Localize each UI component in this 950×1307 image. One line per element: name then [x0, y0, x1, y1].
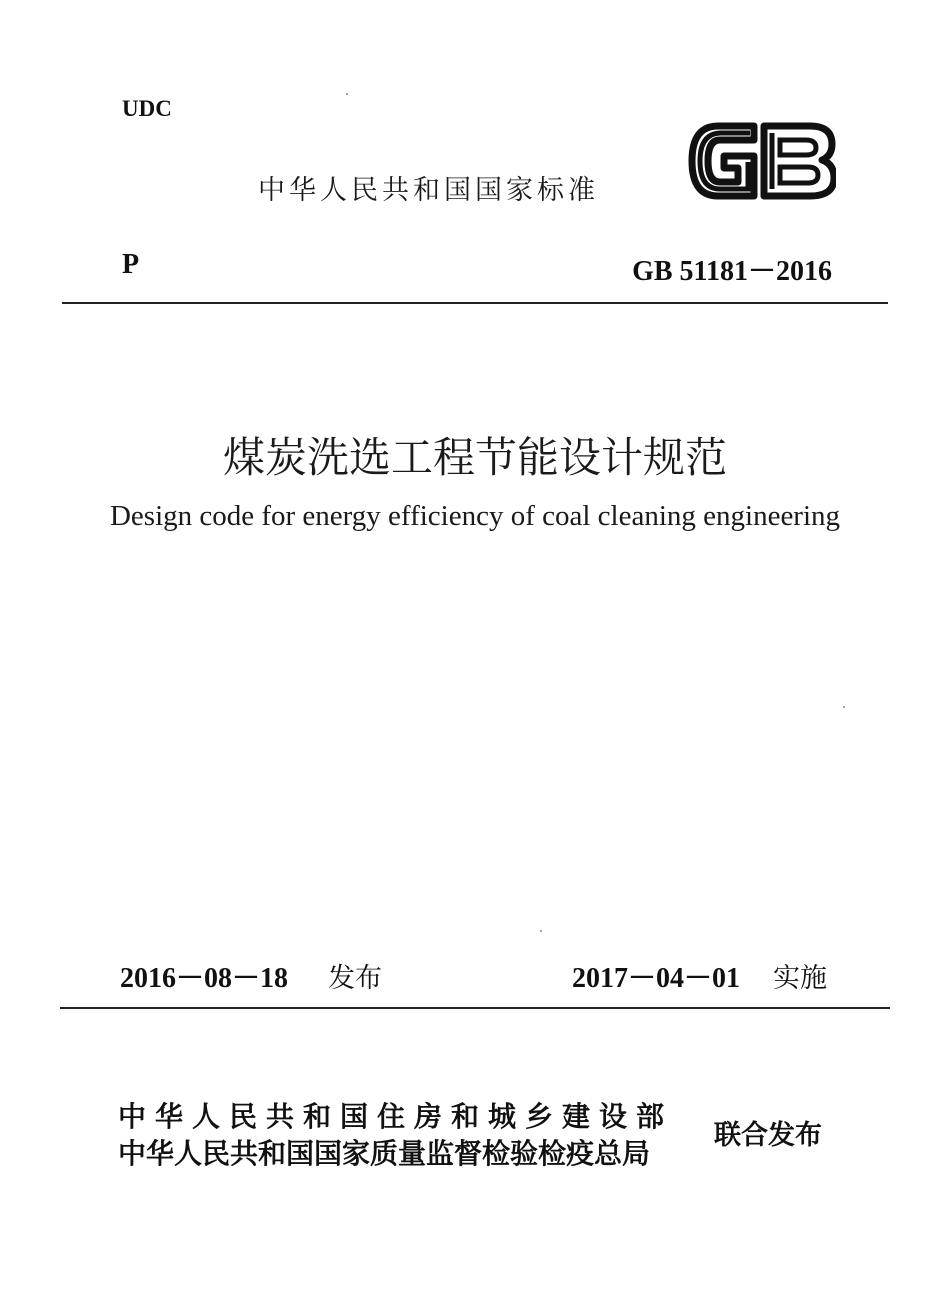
issue-date: 2016－08－18: [120, 963, 289, 994]
scan-speck: [540, 930, 542, 932]
scan-speck: [843, 706, 845, 708]
bottom-divider: [60, 1007, 890, 1009]
title-english: Design code for energy efficiency of coal cleaning engineering: [109, 500, 841, 532]
publisher-administration: 中华人民共和国国家质量监督检验检疫总局: [118, 1137, 651, 1170]
classification-code: P: [122, 249, 140, 280]
implementation-date: 2017－04－01: [572, 963, 741, 994]
publisher-ministry: 中华人民共和国住房和城乡建设部: [118, 1100, 674, 1133]
udc-label: UDC: [122, 96, 172, 121]
scan-speck: [346, 93, 348, 95]
gb-logo: [688, 122, 836, 200]
standard-type-heading: 中华人民共和国国家标准: [258, 175, 599, 206]
standard-number: GB 51181－2016: [632, 256, 832, 287]
joint-issue-label: 联合发布: [714, 1120, 822, 1151]
implementation-label: 实施: [773, 963, 827, 994]
top-divider: [62, 302, 888, 304]
issue-label: 发布: [328, 963, 382, 994]
title-chinese: 煤炭洗选工程节能设计规范: [222, 433, 727, 482]
